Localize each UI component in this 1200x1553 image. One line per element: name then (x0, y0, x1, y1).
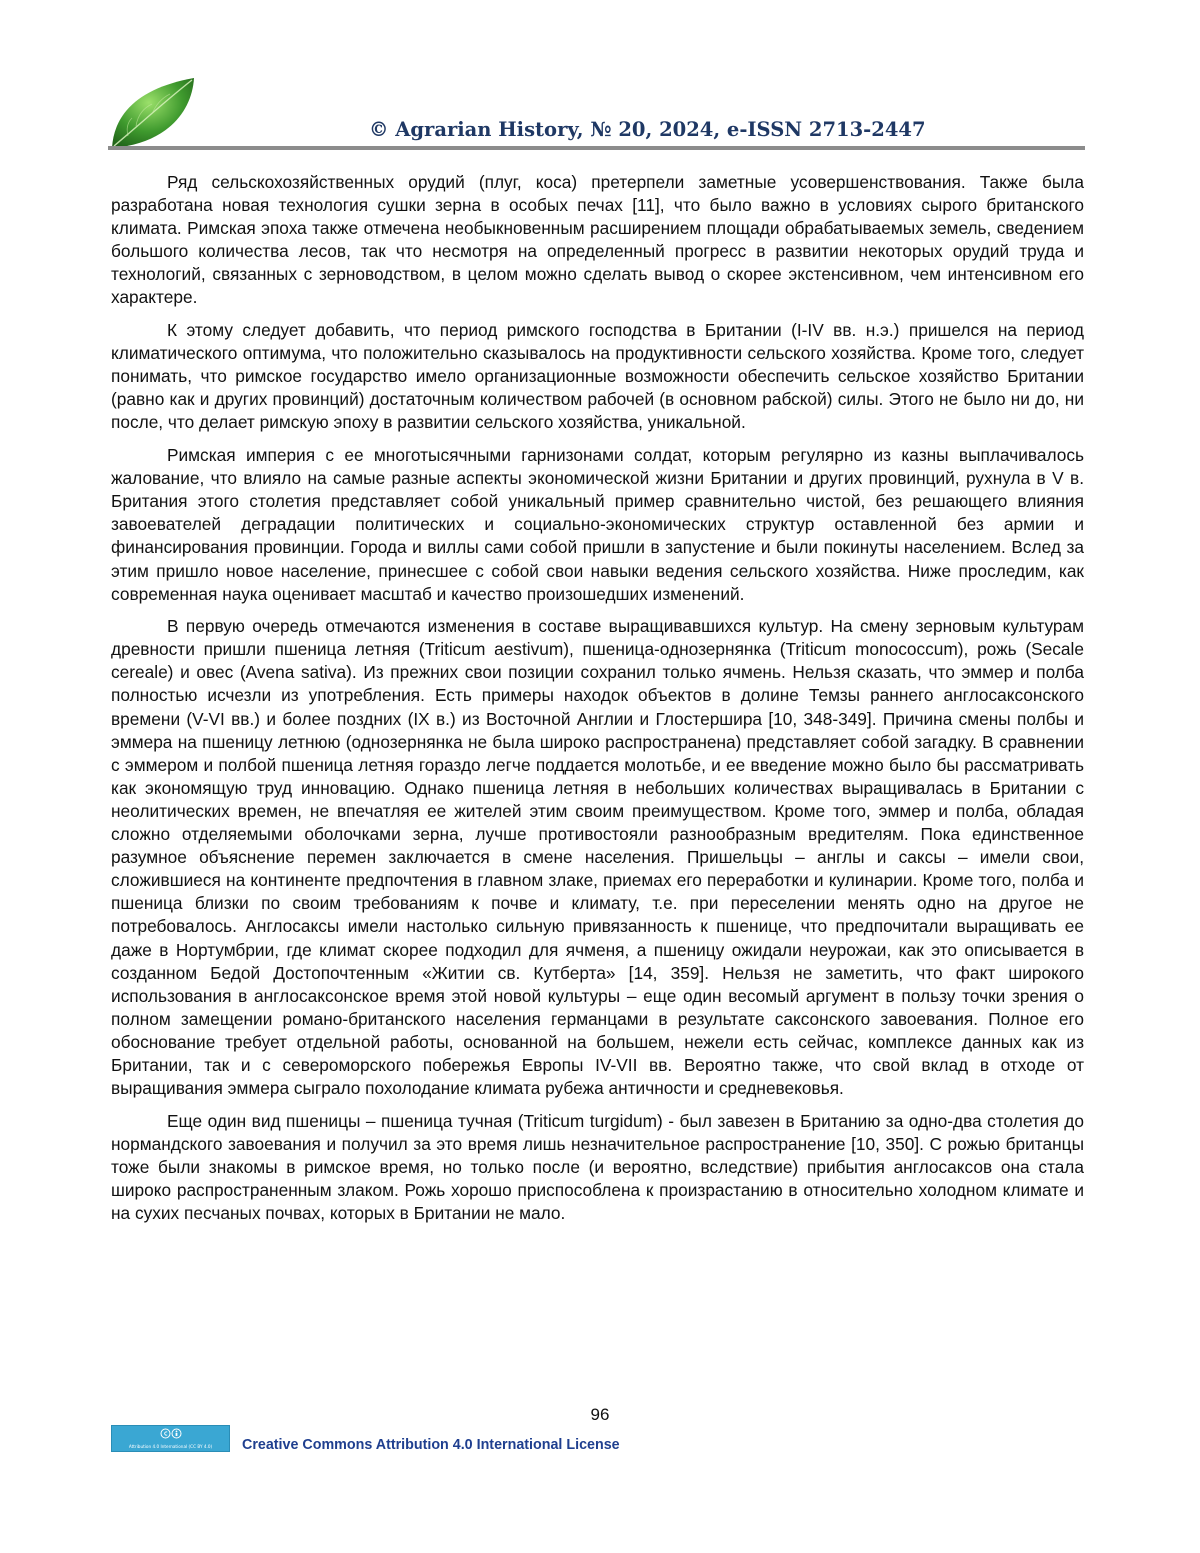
paragraph: К этому следует добавить, что период римского господства в Британии (I-IV вв. н.э.) пришелся на период климатического оптимума, что положительно сказывалось на продуктивности сельского хозяйства. Кроме того, следует понимать, что римское государство имело организационные возможности обеспечить сельское хозяйство Британии (равно как и других провинций) достаточным количеством рабочей (в основном рабской) силы. Этого не было ни до, ни после, что делает римскую эпоху в развитии сельского хозяйства, уникальной. (111, 320, 1084, 433)
cc-license-badge[interactable] (111, 1425, 230, 1452)
paragraph: В первую очередь отмечаются изменения в составе выращивавшихся культур. На смену зерновым культурам древности пришли пшеница летняя (Triticum aestivum), пшеница-однозернянка (Triticum monococcum), рожь (Secale cereale) и овес (Avena sativa). Из прежних свои позиции сохранил только ячмень. Нельзя сказать, что эммер и полба полностью исчезли из употребления. Есть примеры находок объектов в долине Темзы раннего англосаксонского времени (V-VI вв.) и более поздних (IX в.) из Восточной Англии и Глостершира [10, 348-349]. Причина смены полбы и эммера на пшеницу летнюю (однозернянка не была широко распространена) представляет собой загадку. В сравнении с эммером и полбой пшеница летняя гораздо легче поддается молотьбе, и ее введение можно было бы рассматривать как экономящую труд инновацию. Однако пшеница летняя в небольших количествах выращивалась в Британии с неолитических времен, не впечатляя ее жителей этим своим преимуществом. Кроме того, эммер и полба, обладая сложно отделяемыми оболочками зерна, лучше противостояли разнообразным вредителям. Пока единственное разумное объяснение перемен заключается в смене населения. Пришельцы – англы и саксы – имели свои, сложившиеся на континенте предпочтения в главном злаке, приемах его переработки и кулинарии. Кроме того, полба и пшеница близки по своим требованиям к почве и климату, т.е. при переселении менять одно на другое не потребовалось. Англосаксы имели настолько сильную привязанность к пшенице, что предпочитали выращивать ее даже в Нортумбрии, где климат скорее подходил для ячменя, а пшеницу ожидали неурожаи, как это описывается в созданном Бедой Достопочтенным «Житии св. Кутберта» [14, 359]. Нельзя не заметить, что факт широкого использования в англосаксонское время этой новой культуры – еще один весомый аргумент в пользу точки зрения о полном замещении романо-британского населения германцами в результате саксонского завоевания. Полное его обоснование требует отдельной работы, основанной на большем, нежели есть сейчас, комплексе данных как из Британии, так и с североморского побережья Европы IV-VII вв. Вероятно также, что свой вклад в отходе от выращивания эммера сыграло похолодание климата рубежа античности и средневековья. (111, 616, 1084, 1099)
cc-by-icon (160, 1428, 182, 1439)
journal-title: © Agrarian History, № 20, 2024, e-ISSN 2713-2447 (369, 118, 926, 141)
license-link[interactable]: Creative Commons Attribution 4.0 International License (242, 1437, 620, 1453)
cc-badge-label: Attribution 4.0 International (CC BY 4.0) (128, 1444, 213, 1449)
paragraph: Ряд сельскохозяйственных орудий (плуг, коса) претерпели заметные усовершенствования. Также была разработана новая технология сушки зерна в особых печах [11], что было важно в условиях сырого британского климата. Римская эпоха также отмечена необыкновенным расширением площади обрабатываемых земель, сведением большого количества лесов, так что несмотря на определенный прогресс в развитии некоторых орудий труда и технологий, связанных с зерноводством, в целом можно сделать вывод о скорее экстенсивном, чем интенсивном его характере. (111, 172, 1084, 308)
page-number: 96 (590, 1405, 610, 1424)
header-divider (108, 146, 1085, 150)
leaf-logo-icon (108, 74, 200, 152)
paragraph: Римская империя с ее многотысячными гарнизонами солдат, которым регулярно из казны выплачивалось жалование, что влияло на самые разные аспекты экономической жизни Британии и других провинций, рухнула в V в. Британия этого столетия представляет собой уникальный пример сравнительно чистой, без решающего влияния завоевателей деградации политических и социально-экономических структур оставленной без армии и финансирования провинции. Города и виллы сами собой пришли в запустение и были покинуты населением. Вслед за этим пришло новое население, принесшее с собой свои навыки ведения сельского хозяйства. Ниже проследим, как современная наука оценивает масштаб и качество произошедших изменений. (111, 445, 1084, 604)
article-body (111, 171, 1084, 1235)
paragraph: Еще один вид пшеницы – пшеница тучная (Triticum turgidum) - был завезен в Британию за одно-два столетия до нормандского завоевания и получил за это время лишь незначительное распространение [10, 350]. С рожью британцы тоже были знакомы в римское время, но только после (и вероятно, вследствие) прибытия англосаксов она стала широко распространенным злаком. Рожь хорошо приспособлена к произрастанию в относительно холодном климате и на сухих песчаных почвах, которых в Британии не мало. (111, 1110, 1084, 1224)
